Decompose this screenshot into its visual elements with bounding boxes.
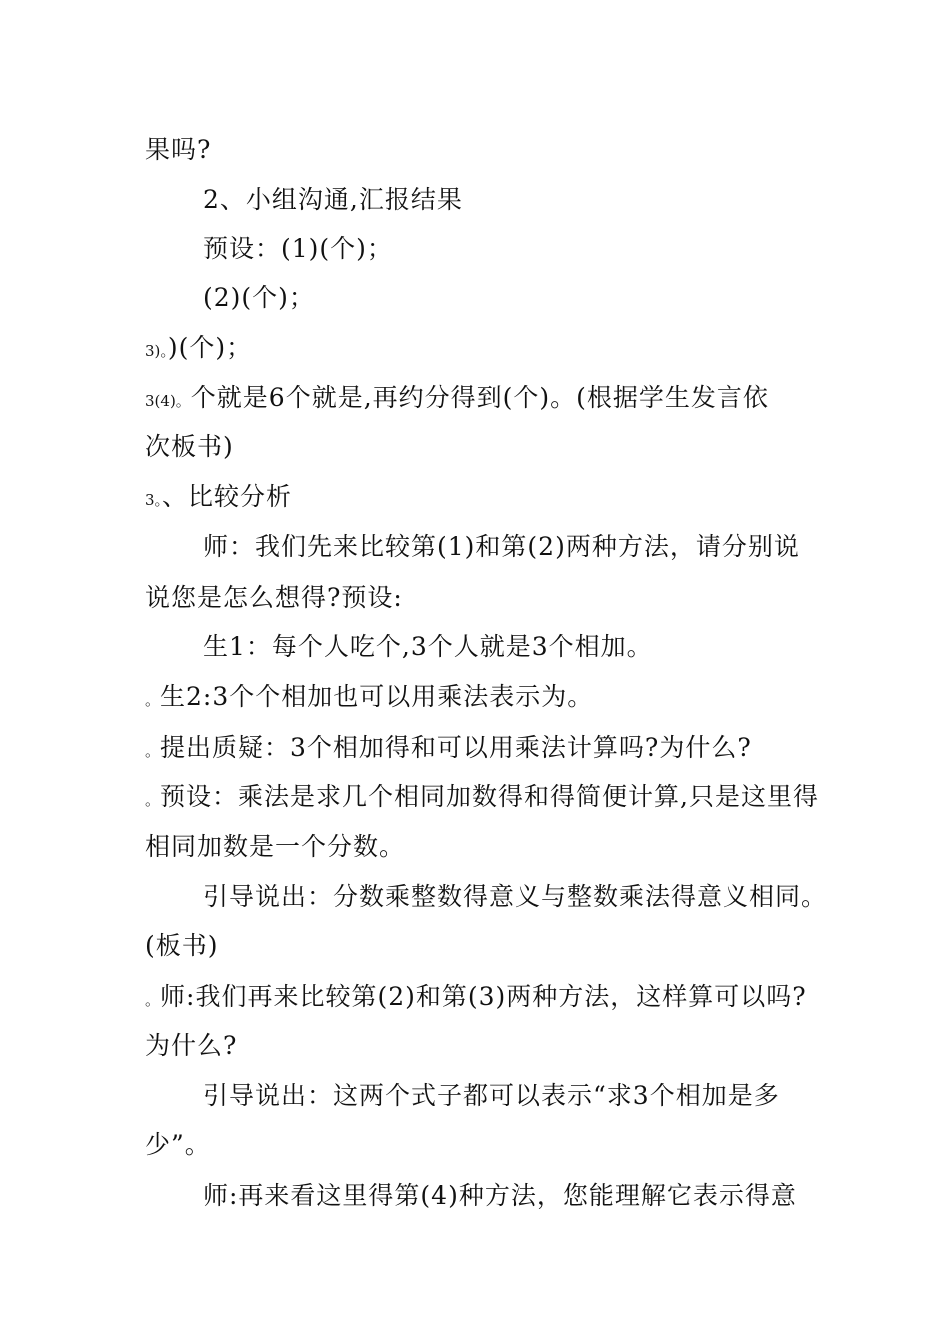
text-line: [145, 682, 593, 715]
text-line: [145, 733, 752, 766]
text-line: [145, 982, 807, 1015]
text-line: 次板书): [145, 432, 234, 461]
line-text: 提出质疑：3个相加得和可以用乘法计算吗?为什么?: [160, 733, 752, 762]
text-line: 生1：每个人吃个,3个人就是3个相加。: [203, 632, 653, 661]
line-marker: 。: [145, 991, 161, 1009]
section-heading: 2、小组沟通,汇报结果: [203, 185, 463, 214]
text-line: 引导说出：这两个式子都可以表示“求3个相加是多: [203, 1081, 780, 1110]
line-marker: 。: [145, 691, 161, 709]
line-marker: 。: [145, 791, 161, 809]
section-heading: [145, 482, 292, 515]
text-line: 师：我们先来比较第(1)和第(2)两种方法，请分别说: [203, 532, 800, 561]
text-line: (板书): [145, 931, 219, 960]
text-line: [145, 782, 819, 815]
line-text: )(个)；: [167, 333, 253, 362]
text-line: 相同加数是一个分数。: [145, 832, 406, 861]
text-line: [145, 333, 252, 366]
text-line: 说您是怎么想得?预设:: [145, 583, 403, 612]
line-text: 生2:3个个相加也可以用乘法表示为。: [160, 682, 594, 711]
text-line: 果吗?: [145, 135, 212, 164]
text-line: 预设：(1)(个)；: [203, 234, 393, 263]
line-marker: 3(4)。: [145, 392, 191, 410]
line-text: 师:我们再来比较第(2)和第(3)两种方法，这样算可以吗?: [160, 982, 807, 1011]
line-text: 个就是6个就是,再约分得到(个)。(根据学生发言依: [190, 383, 769, 412]
text-line: 为什么?: [145, 1031, 238, 1060]
line-text: 预设：乘法是求几个相同加数得和得简便计算,只是这里得: [160, 782, 819, 811]
text-line: (2)(个)；: [203, 283, 315, 312]
line-marker: 3。: [145, 491, 163, 509]
text-line: 少”。: [145, 1130, 211, 1159]
line-marker: 。: [145, 742, 161, 760]
line-marker: 3)。: [145, 342, 168, 360]
line-text: 、比较分析: [162, 482, 293, 511]
text-line: 引导说出：分数乘整数得意义与整数乘法得意义相同。: [203, 882, 828, 911]
text-line: 师:再来看这里得第(4)种方法，您能理解它表示得意: [203, 1181, 797, 1210]
text-line: [145, 383, 769, 416]
